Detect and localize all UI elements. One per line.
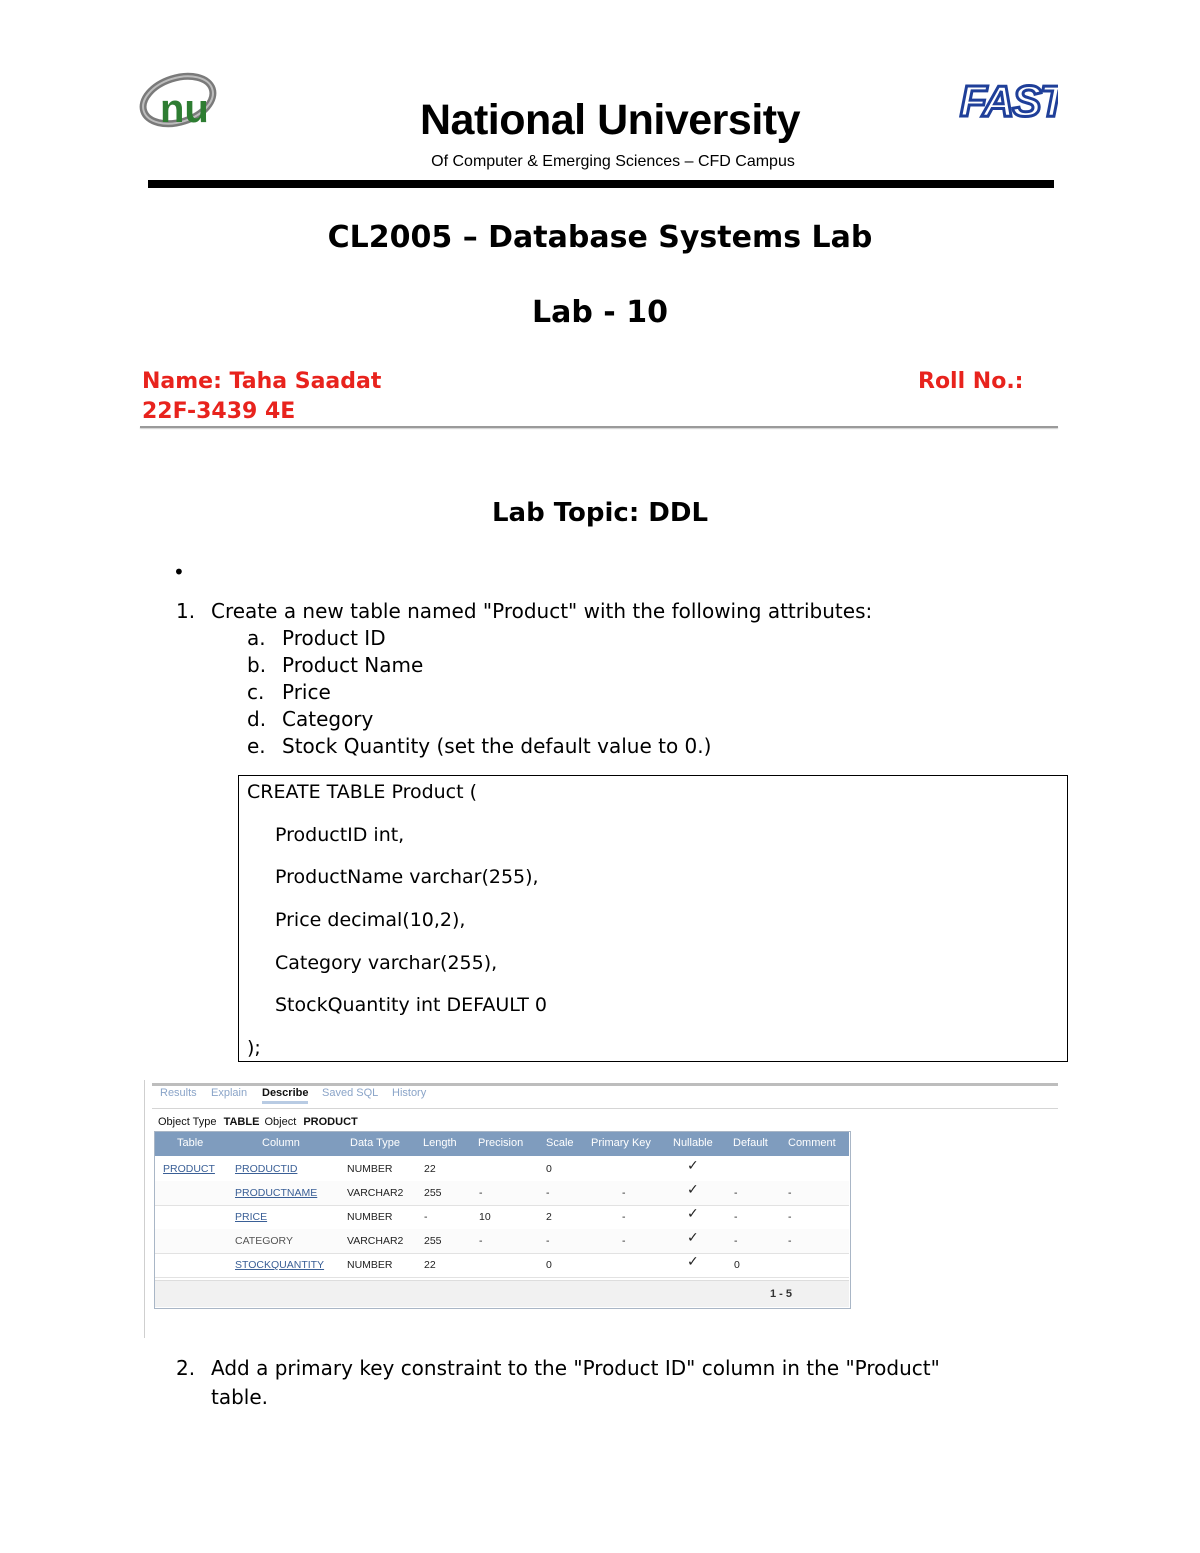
university-title: National University bbox=[420, 96, 800, 144]
col-header-data-type: Data Type bbox=[350, 1137, 400, 1149]
question-2-number: 2. bbox=[176, 1356, 196, 1380]
cell-length: - bbox=[424, 1211, 428, 1223]
cell-length: 255 bbox=[424, 1235, 442, 1247]
col-header-default: Default bbox=[733, 1137, 768, 1149]
cell-precision: 10 bbox=[479, 1211, 491, 1223]
sql-code-box bbox=[238, 775, 1068, 1062]
code-line: ); bbox=[247, 1037, 261, 1059]
code-line: StockQuantity int DEFAULT 0 bbox=[275, 994, 547, 1016]
cell-default: - bbox=[734, 1235, 738, 1247]
row-range: 1 - 5 bbox=[770, 1288, 793, 1300]
column-link[interactable]: STOCKQUANTITY bbox=[235, 1259, 325, 1271]
cell-type: NUMBER bbox=[347, 1211, 393, 1223]
col-header-nullable: Nullable bbox=[673, 1137, 713, 1149]
tab-explain[interactable]: Explain bbox=[211, 1087, 248, 1099]
item-product-id: Product ID bbox=[282, 626, 386, 650]
cell-length: 22 bbox=[424, 1259, 436, 1271]
code-line: Category varchar(255), bbox=[275, 952, 498, 974]
col-header-scale: Scale bbox=[546, 1137, 574, 1149]
tabs-divider bbox=[152, 1108, 1058, 1109]
object-type-value: TABLE bbox=[223, 1116, 260, 1128]
item-product-name: Product Name bbox=[282, 653, 424, 677]
cell-primary-key: - bbox=[622, 1187, 626, 1199]
column-link[interactable]: PRODUCTID bbox=[235, 1163, 298, 1175]
roll-value: 22F-3439 4E bbox=[142, 399, 296, 424]
cell-precision: - bbox=[479, 1235, 483, 1247]
cell-comment: - bbox=[788, 1235, 792, 1247]
lab-number: Lab - 10 bbox=[532, 295, 668, 330]
screenshot-top-border bbox=[152, 1083, 1058, 1086]
cell-length: 22 bbox=[424, 1163, 436, 1175]
cell-type: NUMBER bbox=[347, 1163, 393, 1175]
item-letter: e. bbox=[247, 734, 266, 758]
nullable-check-icon: ✓ bbox=[687, 1158, 699, 1174]
cell-comment: - bbox=[788, 1211, 792, 1223]
cell-scale: - bbox=[546, 1187, 550, 1199]
code-line: ProductID int, bbox=[275, 824, 405, 846]
col-header-table: Table bbox=[177, 1137, 204, 1149]
table-link[interactable]: PRODUCT bbox=[163, 1163, 215, 1175]
table-footer bbox=[155, 1280, 849, 1307]
name-divider bbox=[140, 426, 1058, 428]
question-1-text: Create a new table named "Product" with the following attributes: bbox=[211, 599, 873, 623]
column-link[interactable]: PRICE bbox=[235, 1211, 268, 1223]
nu-logo-text: nu bbox=[160, 87, 209, 131]
cell-primary-key: - bbox=[622, 1211, 626, 1223]
cell-precision: - bbox=[479, 1187, 483, 1199]
col-header-primary-key: Primary Key bbox=[591, 1137, 651, 1149]
item-letter: d. bbox=[247, 707, 267, 731]
tab-saved-sql[interactable]: Saved SQL bbox=[322, 1087, 379, 1099]
cell-scale: 0 bbox=[546, 1259, 552, 1271]
object-type-label: Object Type bbox=[158, 1116, 217, 1128]
fast-logo-text: FAST bbox=[960, 77, 1058, 122]
tab-describe[interactable]: Describe bbox=[262, 1087, 308, 1104]
cell-length: 255 bbox=[424, 1187, 442, 1199]
header-divider bbox=[148, 180, 1054, 188]
cell-type: VARCHAR2 bbox=[347, 1187, 404, 1199]
column-name: CATEGORY bbox=[235, 1235, 293, 1247]
cell-default: - bbox=[734, 1211, 738, 1223]
object-label: Object bbox=[264, 1116, 297, 1128]
cell-primary-key: - bbox=[622, 1235, 626, 1247]
screenshot-edge bbox=[144, 1080, 145, 1338]
col-header-precision: Precision bbox=[478, 1137, 524, 1149]
empty-bullet: • bbox=[173, 560, 185, 584]
cell-scale: 2 bbox=[546, 1211, 552, 1223]
roll-label: Roll No.: bbox=[918, 369, 1024, 394]
question-2-text-cont: table. bbox=[211, 1385, 269, 1409]
lab-topic: Lab Topic: DDL bbox=[491, 498, 709, 528]
item-stock-quantity: Stock Quantity (set the default value to 0.) bbox=[282, 734, 712, 758]
cell-default: 0 bbox=[734, 1259, 740, 1271]
tab-history[interactable]: History bbox=[392, 1087, 427, 1099]
cell-comment: - bbox=[788, 1187, 792, 1199]
object-info bbox=[158, 1116, 358, 1128]
student-name: Name: Taha Saadat bbox=[142, 369, 382, 394]
code-line: Price decimal(10,2), bbox=[275, 909, 466, 931]
item-price: Price bbox=[282, 680, 331, 704]
cell-default: - bbox=[734, 1187, 738, 1199]
nullable-check-icon: ✓ bbox=[687, 1230, 699, 1246]
course-title: CL2005 – Database Systems Lab bbox=[327, 220, 873, 255]
code-line: ProductName varchar(255), bbox=[275, 866, 539, 888]
nullable-check-icon: ✓ bbox=[687, 1182, 699, 1198]
col-header-length: Length bbox=[423, 1137, 457, 1149]
item-category: Category bbox=[282, 707, 374, 731]
cell-type: VARCHAR2 bbox=[347, 1235, 404, 1247]
item-letter: a. bbox=[247, 626, 266, 650]
code-line: CREATE TABLE Product ( bbox=[247, 781, 478, 803]
nullable-check-icon: ✓ bbox=[687, 1254, 699, 1270]
nullable-check-icon: ✓ bbox=[687, 1206, 699, 1222]
tab-results[interactable]: Results bbox=[160, 1087, 197, 1099]
university-subtitle: Of Computer & Emerging Sciences – CFD Campus bbox=[431, 153, 795, 170]
question-1-number: 1. bbox=[176, 599, 196, 623]
object-value: PRODUCT bbox=[303, 1116, 358, 1128]
column-link[interactable]: PRODUCTNAME bbox=[235, 1187, 318, 1199]
col-header-column: Column bbox=[262, 1137, 300, 1149]
question-2-text: Add a primary key constraint to the "Product ID" column in the "Product" bbox=[211, 1356, 940, 1380]
cell-type: NUMBER bbox=[347, 1259, 393, 1271]
item-letter: b. bbox=[247, 653, 267, 677]
cell-scale: - bbox=[546, 1235, 550, 1247]
item-letter: c. bbox=[247, 680, 265, 704]
cell-scale: 0 bbox=[546, 1163, 552, 1175]
col-header-comment: Comment bbox=[788, 1137, 836, 1149]
